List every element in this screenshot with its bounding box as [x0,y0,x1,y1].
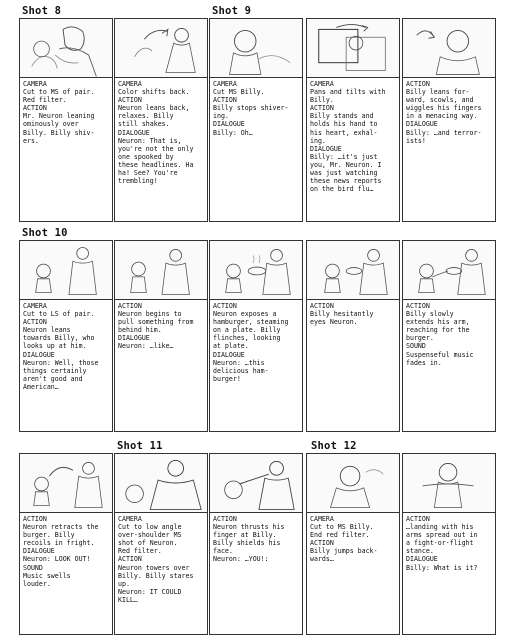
sketch-low-angle-neuron [115,454,207,512]
sketch-frame [307,19,399,78]
panel-r1-1 [19,18,113,222]
sketch-frame [20,241,112,300]
sketch-neuron-thrusts-finger [210,454,302,512]
sketch-frame [307,241,399,300]
sketch-neuron-leaning-over-billy [20,19,112,77]
sketch-frame [210,19,302,78]
panel-r3-5 [402,453,496,635]
shot-label-10: Shot 10 [22,227,68,239]
panel-r2-5 [402,240,496,432]
panel-r1-3 [209,18,303,222]
sketch-frame [210,241,302,300]
panel-r2-3 [209,240,303,432]
shot-label-8: Shot 8 [22,5,62,17]
panel-notes: ACTION …landing with his arms spread out in a fight-or-flight stance. DIALOGUE Billy: What is it? [406,515,478,572]
panel-notes: ACTION Billy hesitantly eyes Neuron. [310,302,374,327]
panel-notes: CAMERA Cut to MS of pair. Red filter. ACTION Mr. Neuron leaning ominously over Billy. Billy shiv- ers. [23,80,95,145]
sketch-frame [115,19,207,78]
panel-r2-4 [306,240,400,432]
panel-notes: CAMERA Color shifts back. ACTION Neuron leans back, relaxes. Billy still shakes. DIALOGUE Neuron: That is, you're not the only one spooked by these headlines. Ha ha! See? You're trembling! [118,80,194,186]
panel-r3-3 [209,453,303,635]
sketch-neuron-pulls-something [115,241,207,299]
panel-notes: CAMERA Cut to MS Billy. End red filter. ACTION Billy jumps back- wards… [310,515,378,564]
sketch-neuron-leans-back [115,19,207,77]
panel-notes: ACTION Neuron exposes a hamburger, steaming on a plate. Billy flinches, looking at plate. DIALOGUE Neuron: …this delicious ham- burger! [213,302,289,383]
shot-label-12: Shot 12 [311,440,357,452]
sketch-frame [115,454,207,513]
sketch-frame [115,241,207,300]
sketch-ls-pair [20,241,112,299]
sketch-billy-jumps [307,454,399,512]
panel-notes: CAMERA Cut MS Billy. ACTION Billy stops shiver- ing. DIALOGUE Billy: Oh… [213,80,289,137]
panel-notes: CAMERA Cut to LS of pair. ACTION Neuron leans towards Billy, who looks up at him. DIALOGUE Neuron: Well, those things certainly aren't good and American… [23,302,99,391]
sketch-neuron-retracts [20,454,112,512]
sketch-hamburger-exposed [210,241,302,299]
panel-r1-2 [114,18,208,222]
panel-r1-5 [402,18,496,222]
panel-notes: ACTION Billy leans for- ward, scowls, and wiggles his fingers in a menacing way. DIALOGUE Billy: …and terror- ists! [406,80,482,145]
panel-r3-1 [19,453,113,635]
sketch-frame [403,19,495,78]
panel-notes: ACTION Neuron begins to pull something from behind him. DIALOGUE Neuron: …like… [118,302,194,351]
shot-label-11: Shot 11 [117,440,163,452]
sketch-billy-stands-pan [307,19,399,77]
panel-r1-4 [306,18,400,222]
sketch-billy-stance [403,454,495,512]
panel-notes: CAMERA Pans and tilts with Billy. ACTION Billy stands and holds his hand to his heart, exhal- ing. DIALOGUE Billy: …it's just you, Mr. Neuron. I was just watching these news reports on the bird flu… [310,80,386,194]
sketch-frame [20,454,112,513]
sketch-frame [403,241,495,300]
sketch-frame [210,454,302,513]
sketch-billy-ms [210,19,302,77]
panel-notes: ACTION Billy slowly extends his arm, reaching for the burger. SOUND Suspenseful music fades in. [406,302,474,367]
panel-r3-4 [306,453,400,635]
sketch-billy-reaches [403,241,495,299]
panel-r2-2 [114,240,208,432]
sketch-frame [307,454,399,513]
sketch-frame [20,19,112,78]
sketch-billy-eyes-neuron [307,241,399,299]
panel-notes: CAMERA Cut to low angle over-shoulder MS shot of Neuron. Red filter. ACTION Neuron towers over Billy. Billy stares up. Neuron: IT COULD KILL… [118,515,194,604]
panel-r2-1 [19,240,113,432]
sketch-frame [403,454,495,513]
panel-r3-2 [114,453,208,635]
panel-notes: ACTION Neuron thrusts his finger at Billy. Billy shields his face. Neuron: …YOU!: [213,515,285,564]
sketch-billy-menacing [403,19,495,77]
shot-label-9: Shot 9 [212,5,252,17]
panel-notes: ACTION Neuron retracts the burger. Billy recoils in fright. DIALOGUE Neuron: LOOK OUT! SOUND Music swells louder. [23,515,99,588]
